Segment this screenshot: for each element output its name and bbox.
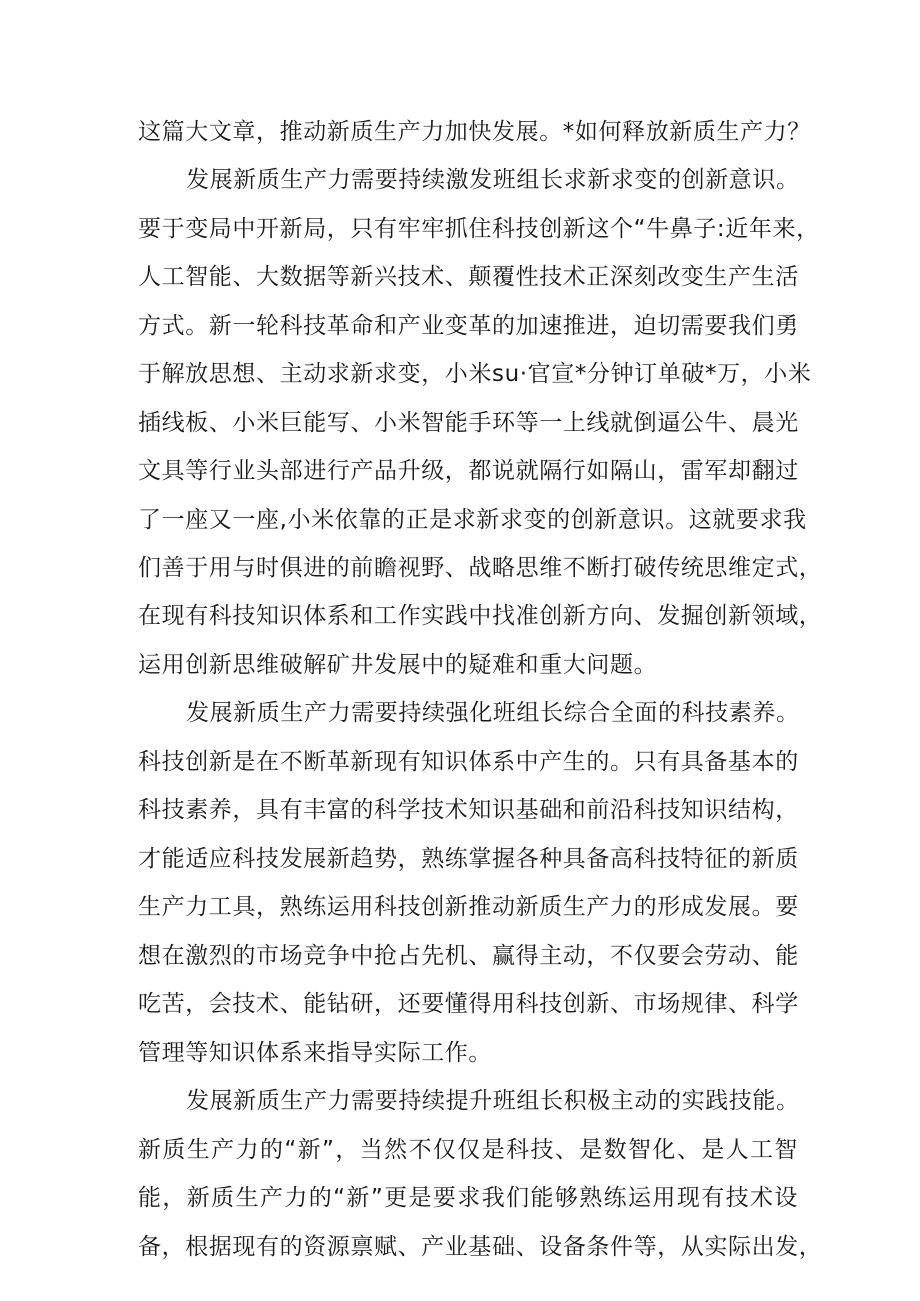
text-line: 新质生产力的“新”，当然不仅仅是科技、是数智化、是人工智 [138, 1137, 798, 1163]
text-line: 生产力工具，熟练运用科技创新推动新质生产力的形成发展。要 [138, 894, 799, 920]
text-line: 备，根据现有的资源禀赋、产业基础、设备条件等，从实际出发， [138, 1234, 823, 1260]
text-line: 在现有科技知识体系和工作实践中找准创新方向、发掘创新领域， [138, 603, 823, 629]
text-line: 于解放思想、主动求新求变，小米su·官宣*分钟订单破*万，小米 [138, 361, 812, 387]
text-line: 文具等行业头部进行产品升级，都说就隔行如隔山，雷军却翻过 [138, 458, 799, 484]
text-line: 要于变局中开新局，只有牢牢抓住科技创新这个“牛鼻子:近年来， [138, 216, 820, 242]
text-line: 了一座又一座,小米依靠的正是求新求变的创新意识。这就要求我 [138, 507, 807, 533]
text-line: 科技素养，具有丰富的科学技术知识基础和前沿科技知识结构， [138, 797, 799, 823]
text-line: 管理等知识体系来指导实际工作。 [138, 1040, 492, 1066]
text-line: 才能适应科技发展新趋势，熟练掌握各种具备高科技特征的新质 [138, 846, 799, 872]
text-line: 想在激烈的市场竞争中抢占先机、赢得主动，不仅要会劳动、能 [138, 943, 799, 969]
paragraph-heading: 发展新质生产力需要持续激发班组长求新求变的创新意识。 [186, 167, 800, 193]
paragraph-heading: 发展新质生产力需要持续强化班组长综合全面的科技素养。 [186, 700, 800, 726]
text-line: 能，新质生产力的“新”更是要求我们能够熟练运用现有技术设 [138, 1185, 798, 1211]
text-line: 运用创新思维破解矿井发展中的疑难和重大问题。 [138, 652, 658, 678]
text-line: 这篇大文章，推动新质生产力加快发展。*如何释放新质生产力？ [138, 119, 811, 145]
text-line: 科技创新是在不断革新现有知识体系中产生的。只有具备基本的 [138, 749, 799, 775]
text-line: 人工智能、大数据等新兴技术、颠覆性技术正深刻改变生产生活 [138, 264, 799, 290]
text-line: 吃苦，会技术、能钻研，还要懂得用科技创新、市场规律、科学 [138, 991, 799, 1017]
paragraph-heading: 发展新质生产力需要持续提升班组长积极主动的实践技能。 [186, 1088, 800, 1114]
text-line: 们善于用与时俱进的前瞻视野、战略思维不断打破传统思维定式， [138, 555, 823, 581]
text-line: 插线板、小米巨能写、小米智能手环等一上线就倒逼公牛、晨光 [138, 410, 799, 436]
text-line: 方式。新一轮科技革命和产业变革的加速推进，迫切需要我们勇 [138, 313, 799, 339]
